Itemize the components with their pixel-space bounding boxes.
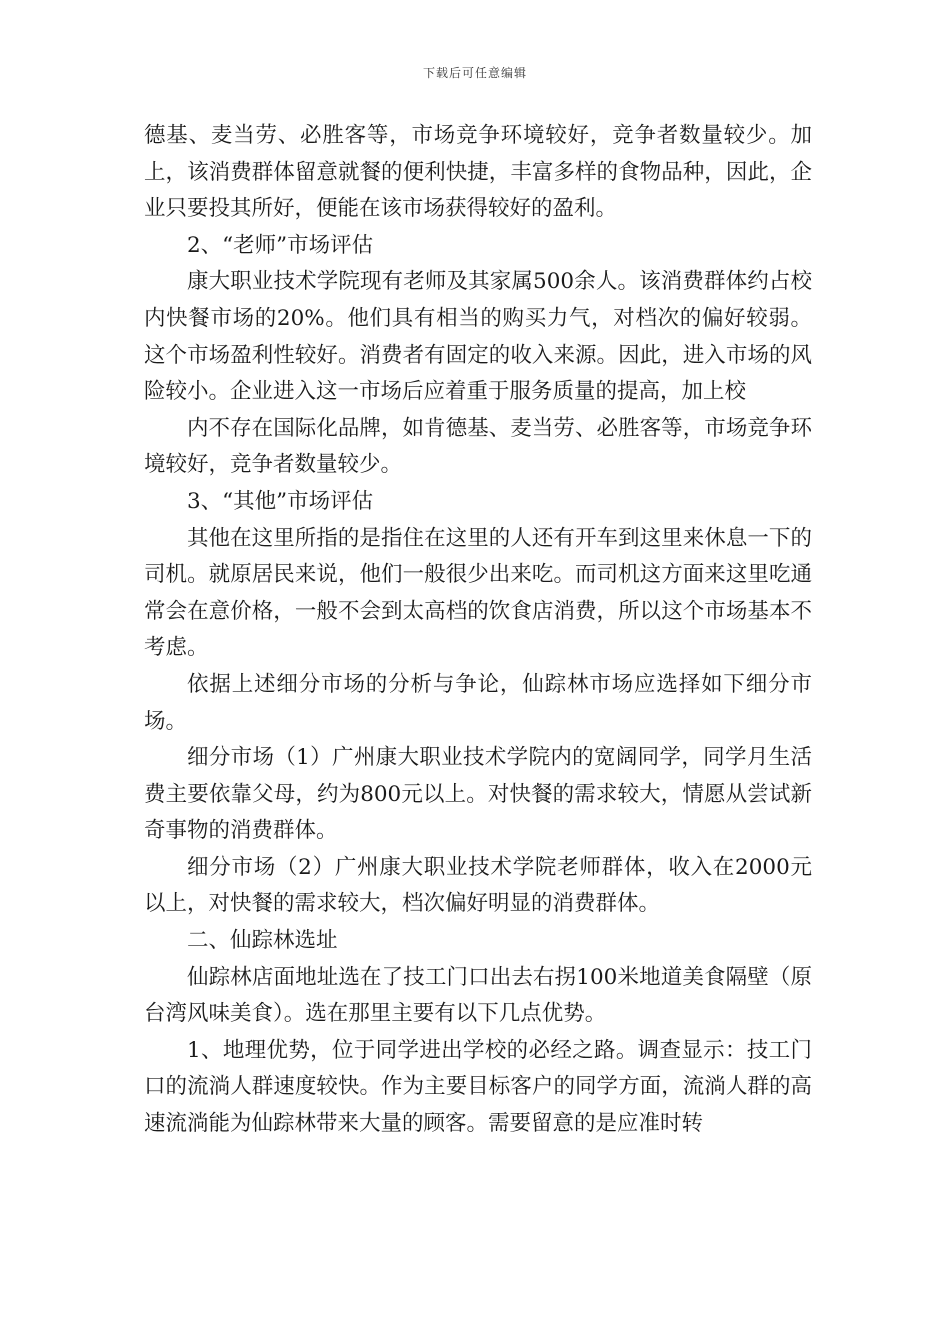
document-body	[144, 118, 812, 1143]
section-heading: 2、“老师”市场评估	[187, 232, 374, 258]
paragraph: 细分市场（2）广州康大职业技术学院老师群体，收入在2000元以上，对快餐的需求较大，档次偏好明显的消费群体。	[144, 854, 812, 917]
section-heading: 3、“其他”市场评估	[187, 488, 374, 514]
paragraph: 其他在这里所指的是指住在这里的人还有开车到这里来休息一下的司机。就原居民来说，他们一般很少出来吃。而司机这方面来这里吃通常会在意价格，一般不会到太高档的饮食店消费，所以这个市场基本不考虑。	[144, 525, 812, 661]
section-heading: 二、仙踪林选址	[187, 928, 338, 954]
paragraph: 内不存在国际化品牌，如肯德基、麦当劳、必胜客等，市场竞争环境较好，竞争者数量较少。	[144, 415, 812, 478]
paragraph: 德基、麦当劳、必胜客等，市场竞争环境较好，竞争者数量较少。加上，该消费群体留意就餐的便利快捷，丰富多样的食物品种，因此，企业只要投其所好，便能在该市场获得较好的盈利。	[144, 123, 812, 222]
paragraph: 细分市场（1）广州康大职业技术学院内的宽阔同学，同学月生活费主要依靠父母，约为800元以上。对快餐的需求较大，情愿从尝试新奇事物的消费群体。	[144, 745, 812, 844]
paragraph: 康大职业技术学院现有老师及其家属500余人。该消费群体约占校内快餐市场的20%。他们具有相当的购买力气，对档次的偏好较弱。这个市场盈利性较好。消费者有固定的收入来源。因此，进入市场的风险较小。企业进入这一市场后应着重于服务质量的提高，加上校	[144, 269, 812, 405]
paragraph: 依据上述细分市场的分析与争论，仙踪林市场应选择如下细分市场。	[144, 671, 812, 734]
paragraph: 仙踪林店面地址选在了技工门口出去右拐100米地道美食隔壁（原台湾风味美食）。选在那里主要有以下几点优势。	[144, 964, 812, 1027]
page-header: 下载后可任意编辑	[422, 66, 527, 80]
paragraph: 1、地理优势，位于同学进出学校的必经之路。调查显示：技工门口的流淌人群速度较快。作为主要目标客户的同学方面，流淌人群的高速流淌能为仙踪林带来大量的顾客。需要留意的是应准时转	[144, 1037, 812, 1137]
